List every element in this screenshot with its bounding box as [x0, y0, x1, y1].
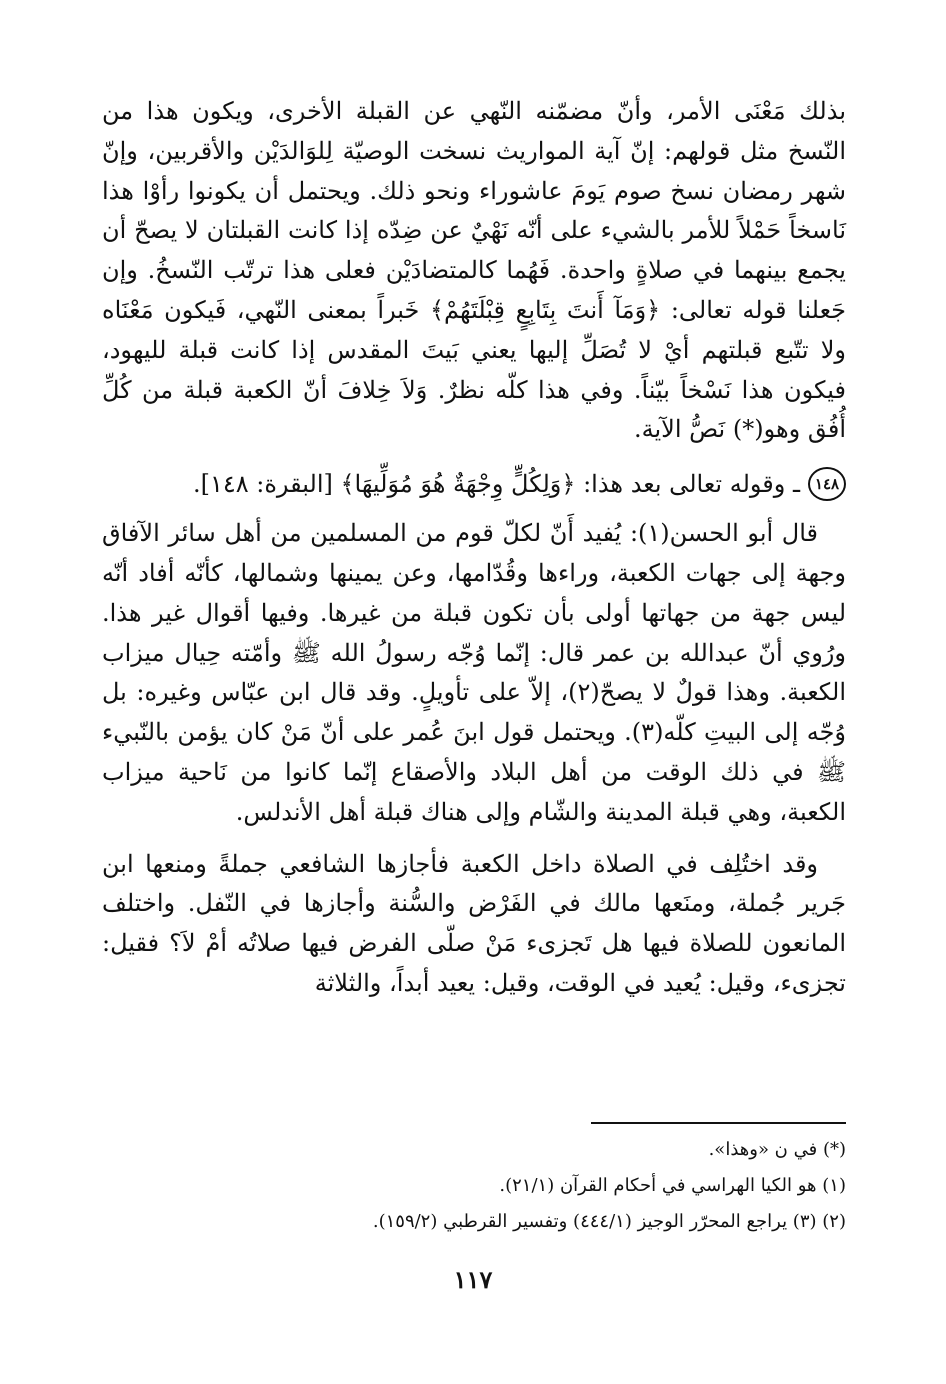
page-body — [102, 92, 847, 1232]
verse-heading — [102, 464, 846, 504]
footnote-star: (*) في ن «وهذا». — [708, 1139, 846, 1160]
body-paragraph: قال أبو الحسن(١): يُفيد أَنّ لكلّ قوم من المسلمين من أهل سائر الآفاق وجهة إلى جهات الكعبة، وراءها وقُدّامها، وعن يمينها وشمالها، كأنّه أفاد أنّه ليس جهة من جهاتها أولى بأن تكون قبلة من غيرها. وفيها أقوال غير هذا. ورُوي أنّ عبدالله بن عمر قال: إنّما وُجّه رسولُ الله ﷺ وأمّته حِيال ميزاب الكعبة. وهذا قولٌ لا يصحّ(٢)، إلاّ على تأويلٍ. وقد قال ابن عبّاس وغيره: بل وُجّه إلى البيتِ كلّه(٣). ويحتمل قول ابنَ عُمر على أنّ مَنْ كان يؤمن بالنّبيء ﷺ في ذلك الوقت من أهل البلاد والأصقاع إنّما كانوا من نَاحية ميزاب الكعبة، وهي قبلة المدينة والشّام وإلى هناك قبلة أهل الأندلس. — [102, 519, 847, 826]
verse-number-badge — [808, 467, 846, 501]
page-number: ١١٧ — [453, 1265, 493, 1294]
footnote-2-3: (٢) (٣) يراجع المحرّر الوجيز (٤٤٤/١) وتفسير القرطبي (١٥٩/٢). — [372, 1211, 846, 1232]
body-paragraph: بذلك مَعْنَى الأمر، وأنّ مضمّنه النّهي عن القبلة الأخرى، ويكون هذا من النّسخ مثل قولهم: إنّ آية المواريث نسخت الوصيّة لِلوَالدَيْن والأقربين، وإنّ شهر رمضان نسخ صوم يَومَ عاشوراء ونحو ذلك. ويحتمل أن يكونوا رأوْا هذا نَاسخاً حَمْلاً للأمر بالشيء على أنّه نَهْيٌ عن ضِدّه إذا كانت القبلتان لا يصحّ أن يجمع بينهما في صلاةٍ واحدة. فَهُما كالمتضادَيْن فعلى هذا ترتّب النّسخُ. وإن جَعلنا قوله تعالى: ﴿وَمَآ أَنتَ بِتَابِعٍ قِبْلَتَهُمْ﴾ خَبراً بمعنى النّهي، فَيكون مَعْنَاه ولا تتّبع قبلتهم أيْ لا تُصَلِّ إليها يعني بَيتَ المقدس إذا كانت قبلة لليهود، فيكون هذا نَسْخاً بيّناً. وفي هذا كلّه نظرٌ. وَلاَ خِلافَ أنّ الكعبة قبلة من كُلِّ أُفُق وهو(*) نَصُّ الآية. — [102, 97, 847, 444]
footnotes — [102, 1132, 846, 1240]
footnote-divider — [591, 1122, 846, 1124]
body-paragraph: وقد اختُلِف في الصلاة داخل الكعبة فأجازها الشافعي جملةً ومنعها ابن جَرير جُملة، ومنَعها مالك في الفَرْض والسُّنة وأجازها في النّفل. واختلف المانعون للصلاة فيها هل تَجزىء مَنْ صلّى الفرض فيها صلاتُه أمْ لاَ؟ فقيل: تجزىء، وقيل: يُعيد في الوقت، وقيل: يعيد أبداً، والثلاثة — [102, 849, 846, 997]
verse-heading-text: ـ وقوله تعالى بعد هذا: ﴿وَلِكُلٍّ وِجْهَةٌ هُوَ مُوَلِّيهَا﴾ [البقرة: ١٤٨]. — [192, 470, 800, 499]
verse-number: ١٤٨ — [814, 475, 840, 494]
footnote-1: (١) هو الكيا الهراسي في أحكام القرآن (٢١/١). — [499, 1175, 846, 1196]
